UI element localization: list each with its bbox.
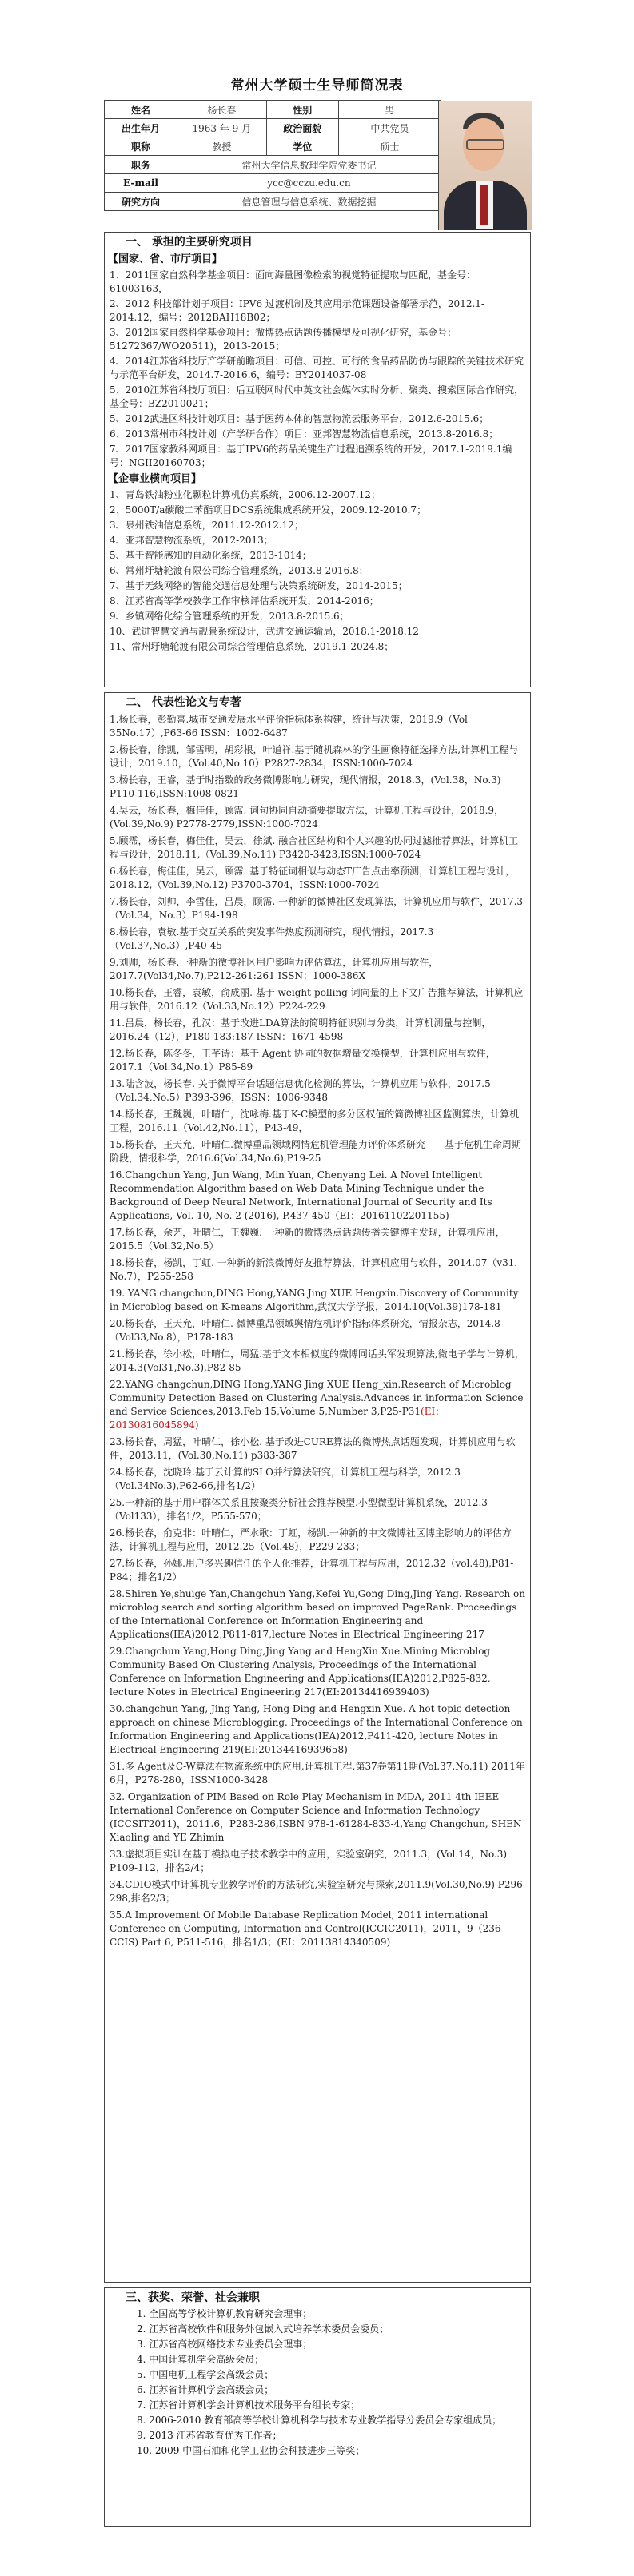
paper-item: 20.杨长春，王天允，叶晴仁. 微博重品领域舆情危机评价指标体系研究，情报杂志，2014.8（Vol33,No.8），P178-183 <box>110 1318 500 1343</box>
degree-label: 学位 <box>266 137 338 156</box>
national-project-item: 5、2012武进区科技计划项目：基于医药本体的智慧物流云服务平台，2012.6-2015.6； <box>110 413 489 424</box>
awards-list <box>105 2307 530 2459</box>
politics-label: 政治面貌 <box>266 119 338 137</box>
enterprise-project-item: 11、常州圩塘轮渡有限公司综合管理信息系统，2019.1-2024.8； <box>110 641 394 652</box>
portrait-photo <box>438 101 532 230</box>
paper-item: 11.吕晨，杨长春，孔汉：基于改进LDA算法的简明特征识别与分类，计算机测量与控制，2016.24（12），P180-183:187 ISSN：1671-4598 <box>110 1017 492 1042</box>
paper-item: 4.吴云，杨长春，梅佳佳，顾霈. 词句协同自动摘要提取方法，计算机工程与设计，2018.9，(Vol.39,No.9) P2778-2779,ISSN:1000-7024 <box>110 805 504 830</box>
paper-item: 1.杨长春，彭勤喜.城市交通发展水平评价指标体系构建，统计与决策，2019.9（Vol 35No.17）,P63-66 ISSN：1002-6487 <box>110 714 468 739</box>
politics-value: 中共党员 <box>338 119 441 137</box>
paper-item: 8.杨长春，袁敏.基于交互关系的突发事件热度预测研究，现代情报，2017.3（Vol.37,No.3）,P40-45 <box>110 926 434 951</box>
section-papers <box>104 692 531 2283</box>
enterprise-project-item: 7、基于无线网络的智能交通信息处理与决策系统研发，2014-2015； <box>110 580 408 591</box>
paper-item: 7.杨长春，刘帅，李雪佳，吕晨，顾霈. 一种新的微博社区发现算法，计算机应用与软件，2017.3（Vol.34，No.3）P194-198 <box>110 896 524 921</box>
paper-ei-index: (EI：20130816045894) <box>110 1406 445 1431</box>
enterprise-project-item: 2、5000T/a碳酸二苯酯项目DCS系统集成系统开发，2009.12-2010.7； <box>110 504 427 516</box>
section-awards <box>104 2287 531 2527</box>
paper-item: 30.changchun Yang, Jing Yang, Hong Ding and Hengxin Xue. A hot topic detection approach on chinese Microblogging. Proceedings of the International Conference on Information Engineering and Applications(IEA)2012,P411-420, lecture Notes in Electrical Engineering 219(EI:20134416939658) <box>110 1703 523 1755</box>
degree-value: 硕士 <box>338 137 441 156</box>
enterprise-project-item: 4、亚邦智慧物流系统，2012-2013； <box>110 535 273 546</box>
paper-item: 5.顾霈，杨长春，梅佳佳，吴云，徐斌. 融合社区结构和个人兴趣的协同过滤推荐算法，计算机工程与设计，2018.11,（Vol.39,No.11) P3420-3423,ISSN:1000-7024 <box>110 835 519 860</box>
paper-item: 35.A Improvement Of Mobile Database Replication Model, 2011 international Conference on Computing, Information and Control(ICCIC2011)，2011，9（236 CCIS) Part 6, P511-516，排名1/3；(EI：20113814340509) <box>110 1909 501 1948</box>
paper-item: 12.杨长春，陈冬冬，王芊诗：基于 Agent 协同的数据增量交换模型，计算机应用与软件，2017.1（Vol.34,No.1）P85-89 <box>110 1048 496 1073</box>
paper-item: 24.杨长春，沈晓玲.基于云计算的SLO并行算法研究，计算机工程与科学，2012.3（Vol.34No.3),P62-66,排名1/2） <box>110 1467 461 1491</box>
birth-value: 1963 年 9 月 <box>177 119 266 137</box>
paper-item: 17.杨长春，余艺，叶晴仁，王魏巍. 一种新的微博热点话题传播关键博主发现，计算机应用，2015.5（Vol.32,No.5） <box>110 1227 505 1252</box>
enterprise-project-item: 9、乡镇网络化综合管理系统的开发，2013.8-2015.6； <box>110 611 349 622</box>
paper-item: 6.杨长春，梅佳佳，吴云，顾霈. 基于特征词相似与动态T广告点击率预测，计算机工程与设计，2018.12,（Vol.39,No.12) P3700-3704，ISSN:1000-7024 <box>110 866 516 890</box>
email-label: E-mail <box>105 174 177 193</box>
paper-item: 16.Changchun Yang, Jun Wang, Min Yuan, Chenyang Lei. A Novel Intelligent Recommendation Algorithm based on Web Data Mining Technique under the Background of Deep Neural Network, International Journal of Security and Its Applications, Vol. 10, No. 2 (2016), P.437-450（EI：20161102201155) <box>110 1169 492 1221</box>
national-project-item: 5、2010江苏省科技厅项目：后互联网时代中英文社会媒体实时分析、聚类、搜索国际合作研究，基金号：BZ2010021； <box>110 384 524 409</box>
paper-item: 2.杨长春，徐凯，邹雪明，胡彩根，叶道祥.基于随机森林的学生画像特征选择方法,计算机工程与设计，2019.10，（Vol.40,No.10）P2827-2834，ISSN:1000-7024 <box>110 744 519 769</box>
award-item: 4. 中国计算机学会高级会员； <box>137 2354 265 2365</box>
paper-item: 27.杨长春，孙娜.用户多兴趣信任的个人化推荐，计算机工程与应用，2012.32（vol.48),P81-P84；排名1/2） <box>110 1558 514 1583</box>
enterprise-project-item: 1、青岛铁油粉业化颗粒计算机仿真系统，2006.12-2007.12； <box>110 489 381 500</box>
gender-value: 男 <box>338 101 441 119</box>
paper-item: 28.Shiren Ye,shuige Yan,Changchun Yang,Kefei Yu,Gong Ding,Jing Yang. Research on microblog search and sorting algorithm based on improved PageRank. Proceedings of the International Conference on Information Engineering and Applications(IEA)2012,P811-817,lecture Notes in Electrical Engineering 217 <box>110 1588 525 1640</box>
award-item: 1. 全国高等学校计算机教育研究会理事； <box>137 2308 313 2319</box>
national-project-item: 7、2017国家教科网项目：基于IPV6的药品关键生产过程追溯系统的开发，2017.1-2019.1编号：NGII20160703； <box>110 444 512 468</box>
enterprise-project-item: 5、基于智能感知的自动化系统，2013-1014； <box>110 550 312 561</box>
document-title: 常州大学硕士生导师简况表 <box>230 78 404 94</box>
award-item: 2. 江苏省高校软件和服务外包嵌入式培养学术委员会委员； <box>137 2323 389 2335</box>
award-item: 6. 江苏省计算机学会高级会员； <box>137 2384 274 2395</box>
title-value: 教授 <box>177 137 266 156</box>
award-item: 7. 江苏省计算机学会计算机技术服务平台组长专家； <box>137 2399 361 2411</box>
national-project-item: 1、2011国家自然科学基金项目：面向海量图像检索的视觉特征提取与匹配，基金号：61003163， <box>110 269 476 294</box>
paper-item: 31.多 Agent及C-W算法在物流系统中的应用,计算机工程,第37卷第11期(Vol.37,No.11) 2011年6月，P278-280，ISSN1000-3428 <box>110 1761 525 1786</box>
gender-label: 性别 <box>266 101 338 119</box>
paper-item: 10.杨长春，王睿，袁敏，俞成丽. 基于 weight-polling 词向量的上下文广告推荐算法，计算机应用与软件，2016.12（Vol.33,No.12）P224-229 <box>110 987 524 1012</box>
birth-label: 出生年月 <box>105 119 177 137</box>
section-awards-title: 三、获奖、荣誉、社会兼职 <box>126 2291 260 2304</box>
research-value: 信息管理与信息系统、数据挖掘 <box>177 193 441 211</box>
paper-item: 22.YANG changchun,DING Hong,YANG Jing XUE Heng_xin.Research of Microblog Community Detection Based on Clustering Analysis.Advances in information Science and Service Sciences,2013.Feb 15,Volume 5,Number 3,P25-P31(EI：20130816045894) <box>110 1379 524 1431</box>
paper-item: 25.一种新的基于用户群体关系且按聚类分析社会推荐模型.小型微型计算机系统，2012.3（Vol133），排名1/2，P555-570； <box>110 1497 488 1522</box>
section-papers-title: 二、 代表性论文与专著 <box>126 696 241 709</box>
enterprise-projects-list <box>105 488 530 655</box>
national-project-item: 6、2013常州市科技计划（产学研合作）项目：亚邦智慧物流信息系统，2013.8-2016.8； <box>110 428 499 440</box>
paper-item: 19. YANG changchun,DING Hong,YANG Jing XUE Hengxin.Discovery of Community in Microblog based on K-means Algorithm,武汉大学学报，2014.10(Vol.39)178-181 <box>110 1288 519 1312</box>
paper-item: 26.杨长春，俞克非：叶晴仁，严水歌：丁虹，杨凯.一种新的中文微博社区博主影响力的评估方法，计算机工程与应用，2012.25（Vol.48），P229-233； <box>110 1527 512 1552</box>
enterprise-project-item: 8、江苏省高等学校教学工作审核评估系统开发，2014-2016； <box>110 595 379 607</box>
paper-item: 15.杨长春，王天允，叶晴仁.微博重品领域网情危机管理能力评价体系研究——基于危机生命周期阶段，情报科学，2016.6(Vol.34,No.6),P19-25 <box>110 1139 521 1164</box>
enterprise-project-item: 3、泉州铁油信息系统，2011.12-2012.12； <box>110 520 304 531</box>
award-item: 9. 2013 江苏省教育优秀工作者； <box>137 2430 282 2441</box>
position-value: 常州大学信息数理学院党委书记 <box>177 156 441 174</box>
research-label: 研究方向 <box>105 193 177 211</box>
papers-list <box>105 711 530 1951</box>
section-projects <box>104 232 531 687</box>
position-label: 职务 <box>105 156 177 174</box>
award-item: 3. 江苏省高校网络技术专业委员会理事； <box>137 2339 313 2350</box>
national-project-item: 3、2012国家自然科学基金项目：微博热点话题传播模型及可视化研究，基金号：51272367/WO20511)，2013-2015； <box>110 327 457 352</box>
national-projects-list <box>105 268 530 471</box>
enterprise-projects-title: 【企事业横向项目】 <box>108 473 202 485</box>
paper-item: 33.虚拟项目实训在基于模拟电子技术教学中的应用，实验室研究，2011.3，(Vol.14，No.3) P109-112，排名2/4； <box>110 1849 508 1873</box>
paper-item: 21.杨长春，徐小松，叶晴仁，周猛.基于文本相似度的微博同话头军发现算法,微电子学与计算机，2014.3(Vol31,No.3),P82-85 <box>110 1348 524 1373</box>
paper-item: 34.CDIO模式中计算机专业教学评价的方法研究,实验室研究与探索,2011.9(Vol.30,No.9) P296-298,排名2/3； <box>110 1879 526 1904</box>
title-label: 职称 <box>105 137 177 156</box>
national-project-item: 4、2014江苏省科技厅产学研前瞻项目：可信、可控、可行的食品药品防伪与跟踪的关键技术研究与示范平台研发，2014.7-2016.6，编号：BY2014037-08 <box>110 356 524 380</box>
paper-item: 3.杨长春，王睿，基于时指数的政务微博影响力研究，现代情报，2018.3，(Vol.38，No.3) P110-116,ISSN:1008-0821 <box>110 774 501 799</box>
paper-item: 14.杨长春，王魏巍，叶晴仁，沈咏梅.基于K-C模型的多分区权值的简微博社区监测算法，计算机工程，2016.11（Vol.42,No.11），P43-49， <box>110 1109 520 1133</box>
email-value: ycc@cczu.edu.cn <box>177 174 441 193</box>
paper-item: 23.杨长春，周猛，叶晴仁，徐小松. 基于改进CURE算法的微博热点话题发现，计算机应用与软件，2013.11，(Vol.30,No.11) p383-387 <box>110 1436 516 1461</box>
paper-item: 29.Changchun Yang,Hong Ding,Jing Yang and HengXin Xue.Mining Microblog Community Based On Clustering Analysis, Proceedings of the International Conference on Information Engineering and Applications(IEA)2012,P825-832, lecture Notes in Electrical Engineering 217(EI:20134416939403) <box>110 1646 491 1698</box>
enterprise-project-item: 6、常州圩塘轮渡有限公司综合管理系统，2013.8-2016.8； <box>110 565 369 576</box>
section-projects-title: 一、 承担的主要研究项目 <box>126 236 253 249</box>
paper-item: 32. Organization of PIM Based on Role Play Mechanism in MDA, 2011 4th IEEE International Conference on Computer Science and Information Technology (ICCSIT2011)，2011.6，P283-286,ISBN 978-1-61284-833-4,Yang Changchun, SHEN Xiaoling and YE Zhimin <box>110 1791 522 1843</box>
national-projects-title: 【国家、省、市厅项目】 <box>108 253 223 265</box>
national-project-item: 2、2012 科技部计划子项目：IPV6 过渡机制及其应用示范课题设备部署示范，2012.1-2014.12，编号：2012BAH18B02； <box>110 298 484 323</box>
paper-item: 13.陆含波，杨长春. 关于微博平台话题信息优化检测的算法，计算机应用与软件，2017.5（Vol.34,No.5）P393-396，ISSN：1006-9348 <box>110 1078 491 1103</box>
award-item: 10. 2009 中国石油和化学工业协会科技进步三等奖； <box>137 2445 365 2456</box>
name-label: 姓名 <box>105 101 177 119</box>
award-item: 8. 2006-2010 教育部高等学校计算机科学与技术专业教学指导分委员会专家组成员； <box>137 2415 502 2426</box>
enterprise-project-item: 10、武进智慧交通与靓景系统设计，武进交通运输局，2018.1-2018.12 <box>110 626 419 637</box>
award-item: 5. 中国电机工程学会高级会员； <box>137 2369 274 2380</box>
name-value: 杨长春 <box>177 101 266 119</box>
paper-item: 9.刘帅，杨长春.一种新的微博社区用户影响力评估算法，计算机应用与软件，2017.7(Vol34,No.7),P212-261:261 ISSN：1000-386X <box>110 957 439 981</box>
paper-item: 18.杨长春，杨凯，丁虹. 一种新的新浪微博好友推荐算法，计算机应用与软件，2014.07（v31，No.7），P255-258 <box>110 1257 524 1282</box>
